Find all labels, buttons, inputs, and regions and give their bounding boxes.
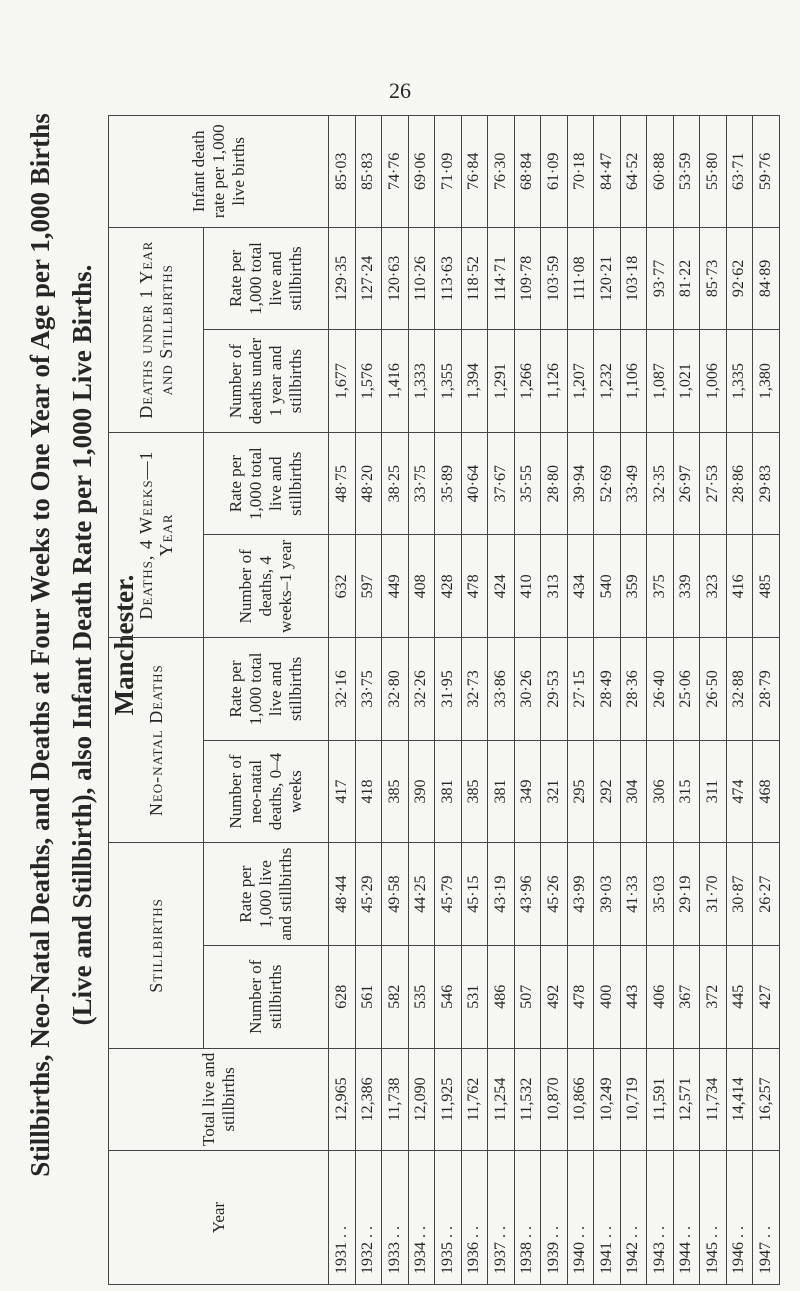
infant-rate-cell: 76·84 <box>461 116 488 228</box>
total-births-cell: 12,571 <box>673 1048 700 1151</box>
under-1-group-header: Deaths under 1 Year and Stillbirths <box>109 227 204 432</box>
under-1-cell: 1,006 <box>700 330 727 433</box>
total-births-cell: 10,249 <box>594 1048 621 1151</box>
stillbirths-cell: 486 <box>488 945 515 1048</box>
total-births-cell: 12,386 <box>355 1048 382 1151</box>
neonatal-cell: 468 <box>753 740 780 843</box>
under-1-rate-cell: 129·35 <box>329 227 356 330</box>
neonatal-cell: 385 <box>461 740 488 843</box>
neonatal-rate-cell: 30·26 <box>514 638 541 741</box>
deaths-4w-cell: 632 <box>329 535 356 638</box>
table-row <box>726 116 753 1285</box>
total-births-cell: 10,866 <box>567 1048 594 1151</box>
neonatal-rate-cell: 26·40 <box>647 638 674 741</box>
neonatal-rate-cell: 32·16 <box>329 638 356 741</box>
under-1-rate-cell: 84·89 <box>753 227 780 330</box>
deaths-4w-cell: 478 <box>461 535 488 638</box>
stillbirths-cell: 478 <box>567 945 594 1048</box>
deaths-4w-rate-cell: 48·75 <box>329 432 356 535</box>
infant-rate-cell: 59·76 <box>753 116 780 228</box>
neonatal-rate-cell: 33·75 <box>355 638 382 741</box>
neonatal-number-header: Number of neo-natal deaths, 0–4 weeks <box>204 740 329 843</box>
neonatal-cell: 474 <box>726 740 753 843</box>
deaths-4w-cell: 339 <box>673 535 700 638</box>
under-1-rate-cell: 85·73 <box>700 227 727 330</box>
under-1-cell: 1,576 <box>355 330 382 433</box>
table-row <box>753 116 780 1285</box>
table-row <box>673 116 700 1285</box>
infant-rate-cell: 84·47 <box>594 116 621 228</box>
neonatal-cell: 292 <box>594 740 621 843</box>
under-1-cell: 1,416 <box>382 330 409 433</box>
year-header: Year <box>109 1151 329 1285</box>
statistics-table <box>108 115 780 1285</box>
deaths-4w-rate-cell: 35·89 <box>435 432 462 535</box>
stillbirth-rate-cell: 31·70 <box>700 843 727 946</box>
title-line-3: Manchester. <box>109 574 139 716</box>
neonatal-cell: 306 <box>647 740 674 843</box>
under-1-cell: 1,106 <box>620 330 647 433</box>
stillbirth-rate-cell: 45·26 <box>541 843 568 946</box>
deaths-4w-cell: 424 <box>488 535 515 638</box>
deaths-4w-cell: 449 <box>382 535 409 638</box>
deaths-4w-rate-cell: 29·83 <box>753 432 780 535</box>
under-1-cell: 1,266 <box>514 330 541 433</box>
stillbirths-cell: 406 <box>647 945 674 1048</box>
table-row <box>620 116 647 1285</box>
neonatal-cell: 349 <box>514 740 541 843</box>
neonatal-rate-cell: 32·26 <box>408 638 435 741</box>
total-births-header: Total live and stillbirths <box>109 1048 329 1151</box>
neonatal-rate-header: Rate per 1,000 total live and stillbirths <box>204 638 329 741</box>
neonatal-rate-cell: 28·79 <box>753 638 780 741</box>
deaths-4w-rate-cell: 52·69 <box>594 432 621 535</box>
page-number: 26 <box>389 78 411 103</box>
neonatal-rate-cell: 26·50 <box>700 638 727 741</box>
deaths-4w-cell: 359 <box>620 535 647 638</box>
infant-rate-cell: 61·09 <box>541 116 568 228</box>
deaths-4w-cell: 540 <box>594 535 621 638</box>
table-row <box>488 116 515 1285</box>
under-1-cell: 1,087 <box>647 330 674 433</box>
stillbirth-rate-cell: 43·99 <box>567 843 594 946</box>
statistics-table-container <box>108 115 780 1285</box>
under-1-rate-cell: 111·08 <box>567 227 594 330</box>
deaths-4w-cell: 597 <box>355 535 382 638</box>
under-1-rate-cell: 127·24 <box>355 227 382 330</box>
stillbirth-rate-cell: 45·15 <box>461 843 488 946</box>
total-births-cell: 11,734 <box>700 1048 727 1151</box>
stillbirth-rate-cell: 43·96 <box>514 843 541 946</box>
neonatal-cell: 304 <box>620 740 647 843</box>
stillbirths-cell: 445 <box>726 945 753 1048</box>
infant-rate-cell: 64·52 <box>620 116 647 228</box>
year-cell: 1936 . . <box>461 1151 488 1285</box>
neonatal-rate-cell: 32·80 <box>382 638 409 741</box>
neonatal-rate-cell: 28·49 <box>594 638 621 741</box>
total-births-cell: 11,925 <box>435 1048 462 1151</box>
year-cell: 1944 . . <box>673 1151 700 1285</box>
under-1-rate-cell: 120·63 <box>382 227 409 330</box>
under-1-rate-cell: 118·52 <box>461 227 488 330</box>
table-row <box>567 116 594 1285</box>
deaths-4w-number-header: Number of deaths, 4 weeks–1 year <box>204 535 329 638</box>
infant-rate-cell: 71·09 <box>435 116 462 228</box>
stillbirths-cell: 507 <box>514 945 541 1048</box>
year-cell: 1931 . . <box>329 1151 356 1285</box>
deaths-4w-cell: 408 <box>408 535 435 638</box>
deaths-4w-cell: 416 <box>726 535 753 638</box>
table-row <box>461 116 488 1285</box>
under-1-number-header: Number of deaths under 1 year and stillbirths <box>204 330 329 433</box>
deaths-4w-rate-cell: 26·97 <box>673 432 700 535</box>
stillbirths-cell: 582 <box>382 945 409 1048</box>
deaths-4w-rate-cell: 39·94 <box>567 432 594 535</box>
total-births-cell: 11,738 <box>382 1048 409 1151</box>
under-1-cell: 1,126 <box>541 330 568 433</box>
infant-rate-cell: 74·76 <box>382 116 409 228</box>
neonatal-cell: 321 <box>541 740 568 843</box>
year-cell: 1938 . . <box>514 1151 541 1285</box>
stillbirth-rate-cell: 44·25 <box>408 843 435 946</box>
stillbirths-number-header: Number of stillbirths <box>204 945 329 1048</box>
under-1-cell: 1,380 <box>753 330 780 433</box>
stillbirth-rate-cell: 41·33 <box>620 843 647 946</box>
total-births-cell: 16,257 <box>753 1048 780 1151</box>
stillbirths-cell: 400 <box>594 945 621 1048</box>
deaths-4w-rate-cell: 40·64 <box>461 432 488 535</box>
under-1-cell: 1,021 <box>673 330 700 433</box>
under-1-cell: 1,394 <box>461 330 488 433</box>
table-row <box>647 116 674 1285</box>
stillbirth-rate-cell: 48·44 <box>329 843 356 946</box>
neonatal-rate-cell: 31·95 <box>435 638 462 741</box>
year-cell: 1940 . . <box>567 1151 594 1285</box>
table-row <box>594 116 621 1285</box>
total-births-cell: 12,090 <box>408 1048 435 1151</box>
neonatal-cell: 417 <box>329 740 356 843</box>
deaths-4w-cell: 434 <box>567 535 594 638</box>
deaths-4w-cell: 428 <box>435 535 462 638</box>
table-body <box>329 116 780 1285</box>
neonatal-cell: 381 <box>488 740 515 843</box>
stillbirths-cell: 372 <box>700 945 727 1048</box>
under-1-rate-cell: 81·22 <box>673 227 700 330</box>
deaths-4w-cell: 485 <box>753 535 780 638</box>
under-1-cell: 1,232 <box>594 330 621 433</box>
neonatal-rate-cell: 28·36 <box>620 638 647 741</box>
stillbirths-cell: 367 <box>673 945 700 1048</box>
deaths-4w-cell: 410 <box>514 535 541 638</box>
under-1-cell: 1,677 <box>329 330 356 433</box>
year-cell: 1943 . . <box>647 1151 674 1285</box>
neonatal-cell: 381 <box>435 740 462 843</box>
stillbirths-cell: 443 <box>620 945 647 1048</box>
under-1-rate-cell: 92·62 <box>726 227 753 330</box>
deaths-4w-rate-cell: 38·25 <box>382 432 409 535</box>
table-row <box>408 116 435 1285</box>
year-cell: 1935 . . <box>435 1151 462 1285</box>
stillbirth-rate-cell: 30·87 <box>726 843 753 946</box>
deaths-4w-rate-cell: 28·80 <box>541 432 568 535</box>
under-1-rate-cell: 103·59 <box>541 227 568 330</box>
table-row <box>382 116 409 1285</box>
stillbirth-rate-cell: 45·79 <box>435 843 462 946</box>
stillbirths-rate-header: Rate per 1,000 live and stillbirths <box>204 843 329 946</box>
stillbirths-cell: 427 <box>753 945 780 1048</box>
infant-rate-header: Infant death rate per 1,000 live births <box>109 116 329 228</box>
under-1-rate-cell: 120·21 <box>594 227 621 330</box>
infant-rate-cell: 85·03 <box>329 116 356 228</box>
year-cell: 1937 . . <box>488 1151 515 1285</box>
under-1-rate-cell: 109·78 <box>514 227 541 330</box>
year-cell: 1939 . . <box>541 1151 568 1285</box>
year-cell: 1942 . . <box>620 1151 647 1285</box>
table-row <box>435 116 462 1285</box>
total-births-cell: 11,532 <box>514 1048 541 1151</box>
neonatal-rate-cell: 32·88 <box>726 638 753 741</box>
deaths-4w-rate-cell: 37·67 <box>488 432 515 535</box>
total-births-cell: 11,762 <box>461 1048 488 1151</box>
stillbirths-cell: 628 <box>329 945 356 1048</box>
infant-rate-cell: 85·83 <box>355 116 382 228</box>
total-births-cell: 10,870 <box>541 1048 568 1151</box>
infant-rate-cell: 63·71 <box>726 116 753 228</box>
total-births-cell: 14,414 <box>726 1048 753 1151</box>
stillbirths-group-header: Stillbirths <box>109 843 204 1048</box>
stillbirth-rate-cell: 45·29 <box>355 843 382 946</box>
neonatal-cell: 418 <box>355 740 382 843</box>
deaths-4w-group-header: Deaths, 4 Weeks—1 Year <box>109 432 204 637</box>
table-row <box>355 116 382 1285</box>
stillbirth-rate-cell: 43·19 <box>488 843 515 946</box>
stillbirth-rate-cell: 39·03 <box>594 843 621 946</box>
stillbirths-cell: 561 <box>355 945 382 1048</box>
year-cell: 1934 . . <box>408 1151 435 1285</box>
total-births-cell: 12,965 <box>329 1048 356 1151</box>
total-births-cell: 11,591 <box>647 1048 674 1151</box>
stillbirth-rate-cell: 35·03 <box>647 843 674 946</box>
under-1-cell: 1,355 <box>435 330 462 433</box>
stillbirths-cell: 546 <box>435 945 462 1048</box>
stillbirth-rate-cell: 29·19 <box>673 843 700 946</box>
deaths-4w-rate-cell: 28·86 <box>726 432 753 535</box>
neonatal-cell: 315 <box>673 740 700 843</box>
neonatal-cell: 385 <box>382 740 409 843</box>
year-cell: 1941 . . <box>594 1151 621 1285</box>
infant-rate-cell: 70·18 <box>567 116 594 228</box>
stillbirths-cell: 535 <box>408 945 435 1048</box>
neonatal-cell: 390 <box>408 740 435 843</box>
under-1-rate-cell: 103·18 <box>620 227 647 330</box>
year-cell: 1947 . . <box>753 1151 780 1285</box>
deaths-4w-rate-cell: 48·20 <box>355 432 382 535</box>
year-cell: 1933 . . <box>382 1151 409 1285</box>
under-1-rate-cell: 110·26 <box>408 227 435 330</box>
infant-rate-cell: 69·06 <box>408 116 435 228</box>
deaths-4w-cell: 313 <box>541 535 568 638</box>
infant-rate-cell: 60·88 <box>647 116 674 228</box>
deaths-4w-rate-cell: 27·53 <box>700 432 727 535</box>
table-row <box>541 116 568 1285</box>
deaths-4w-rate-cell: 35·55 <box>514 432 541 535</box>
under-1-rate-cell: 114·71 <box>488 227 515 330</box>
stillbirths-cell: 531 <box>461 945 488 1048</box>
neonatal-cell: 311 <box>700 740 727 843</box>
table-row <box>700 116 727 1285</box>
neonatal-rate-cell: 27·15 <box>567 638 594 741</box>
deaths-4w-rate-header: Rate per 1,000 total live and stillbirths <box>204 432 329 535</box>
stillbirths-cell: 492 <box>541 945 568 1048</box>
neonatal-rate-cell: 29·53 <box>541 638 568 741</box>
year-cell: 1945 . . <box>700 1151 727 1285</box>
neonatal-rate-cell: 33·86 <box>488 638 515 741</box>
title-line-2: (Live and Stillbirth), also Infant Death Rate per 1,000 Live Births. <box>67 264 97 1026</box>
stillbirth-rate-cell: 49·58 <box>382 843 409 946</box>
table-row <box>329 116 356 1285</box>
neonatal-rate-cell: 25·06 <box>673 638 700 741</box>
deaths-4w-rate-cell: 33·49 <box>620 432 647 535</box>
deaths-4w-rate-cell: 33·75 <box>408 432 435 535</box>
infant-rate-cell: 55·80 <box>700 116 727 228</box>
under-1-cell: 1,291 <box>488 330 515 433</box>
total-births-cell: 10,719 <box>620 1048 647 1151</box>
under-1-cell: 1,335 <box>726 330 753 433</box>
infant-rate-cell: 53·59 <box>673 116 700 228</box>
table-row <box>514 116 541 1285</box>
under-1-rate-cell: 113·63 <box>435 227 462 330</box>
neonatal-cell: 295 <box>567 740 594 843</box>
under-1-cell: 1,333 <box>408 330 435 433</box>
infant-rate-cell: 76·30 <box>488 116 515 228</box>
total-births-cell: 11,254 <box>488 1048 515 1151</box>
infant-rate-cell: 68·84 <box>514 116 541 228</box>
under-1-rate-header: Rate per 1,000 total live and stillbirths <box>204 227 329 330</box>
year-cell: 1932 . . <box>355 1151 382 1285</box>
stillbirth-rate-cell: 26·27 <box>753 843 780 946</box>
deaths-4w-rate-cell: 32·35 <box>647 432 674 535</box>
title-line-1: Stillbirths, Neo-Natal Deaths, and Deaths at Four Weeks to One Year of Age per 1,000 Births <box>25 113 55 1177</box>
under-1-cell: 1,207 <box>567 330 594 433</box>
deaths-4w-cell: 375 <box>647 535 674 638</box>
under-1-rate-cell: 93·77 <box>647 227 674 330</box>
neonatal-rate-cell: 32·73 <box>461 638 488 741</box>
year-cell: 1946 . . <box>726 1151 753 1285</box>
deaths-4w-cell: 323 <box>700 535 727 638</box>
neonatal-group-header: Neo-natal Deaths <box>109 638 204 843</box>
